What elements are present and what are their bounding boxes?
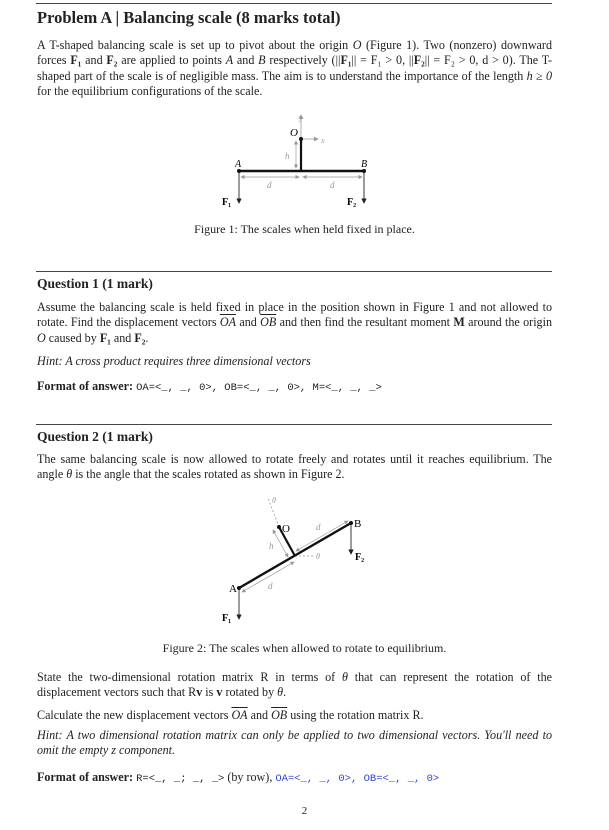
svg-text:F₂: F₂ [347, 197, 357, 208]
svg-text:d: d [268, 581, 273, 591]
q2-calc-text: Calculate the new displacement vectors $\overline{OA}$ and $\overline{OB}$ using the rotation matrix R. [37, 708, 424, 722]
svg-text:F₁: F₁ [222, 197, 232, 208]
svg-text:θ: θ [272, 496, 276, 505]
figure-1-diagram [222, 113, 367, 208]
problem-intro: A T-shaped balancing scale is set up to pivot about the origin O (Figure 1). Two (nonzero) downward forces F₁ and F₂ are applied to points A and B respectively (||F₁|| = F₁ > 0, ||F₂|| = F₂ > 0, d > 0). The T-shaped part of the scale is of negligible mass. The aim is to understand the importance of the length h ≥ 0 for the equilibrium configurations of the scale. [37, 38, 553, 99]
q1-hint: Hint: A cross product requires three dimensional vectors [37, 354, 311, 368]
svg-text:d: d [316, 522, 321, 532]
q1-heading: Question 1 (1 mark) [37, 276, 153, 291]
svg-text:O: O [290, 127, 298, 139]
svg-text:θ: θ [316, 552, 320, 561]
svg-text:F₂: F₂ [355, 552, 365, 563]
figure-1-caption: Figure 1: The scales when held fixed in place. [194, 222, 415, 236]
q1-format: Format of answer: OA=<_, _, 0>, OB=<_, _, 0>, M=<_, _, _> [37, 379, 382, 394]
beam-rotated [239, 523, 351, 588]
svg-text:B: B [361, 159, 368, 170]
figure-2-caption: Figure 2: The scales when allowed to rotate to equilibrium. [162, 641, 447, 655]
figure-2-diagram [222, 496, 364, 624]
svg-text:B: B [354, 518, 362, 530]
page-number: 2 [301, 805, 308, 817]
q2-heading: Question 2 (1 mark) [37, 429, 153, 444]
q2-intro: The same balancing scale is now allowed to rotate freely and rotates until it reaches equilibrium. The angle θ is the angle that the scales rotated as shown in Figure 2. [37, 452, 552, 482]
q2-format: Format of answer: R=<_, _; _, _> (by row), OA=<_, _, 0>, OB=<_, _, 0> [37, 770, 440, 785]
q2-hint: Hint: A two dimensional rotation matrix can only be applied to two dimensional vectors. You'll need to omit the empty z component. [37, 728, 552, 758]
q2-rule [36, 424, 552, 425]
q1-rule [36, 271, 552, 272]
svg-text:h: h [269, 541, 274, 551]
svg-text:d: d [267, 180, 272, 190]
svg-text:x: x [321, 136, 325, 145]
q2-rotation-text: State the two-dimensional rotation matrix R in terms of θ that can represent the rotation of the displacement vectors such that Rv is v rotated by θ. [37, 670, 552, 700]
svg-text:A: A [229, 583, 237, 595]
svg-text:d: d [330, 180, 335, 190]
svg-text:A: A [235, 159, 242, 170]
svg-text:F₁: F₁ [222, 613, 232, 624]
svg-text:h: h [285, 151, 290, 161]
q1-text: Assume the balancing scale is held fixed in place in the position shown in Figure 1 and not allowed to rotate. Find the displacement vectors $\overline{OA}$ and $\overline{OB}$ and then find the resultant moment M around the origin O caused by F₁ and F₂. [37, 300, 553, 345]
svg-text:O: O [282, 523, 290, 535]
svg-text:y: y [299, 113, 303, 122]
problem-title: Problem A | Balancing scale (8 marks total) [37, 8, 341, 27]
